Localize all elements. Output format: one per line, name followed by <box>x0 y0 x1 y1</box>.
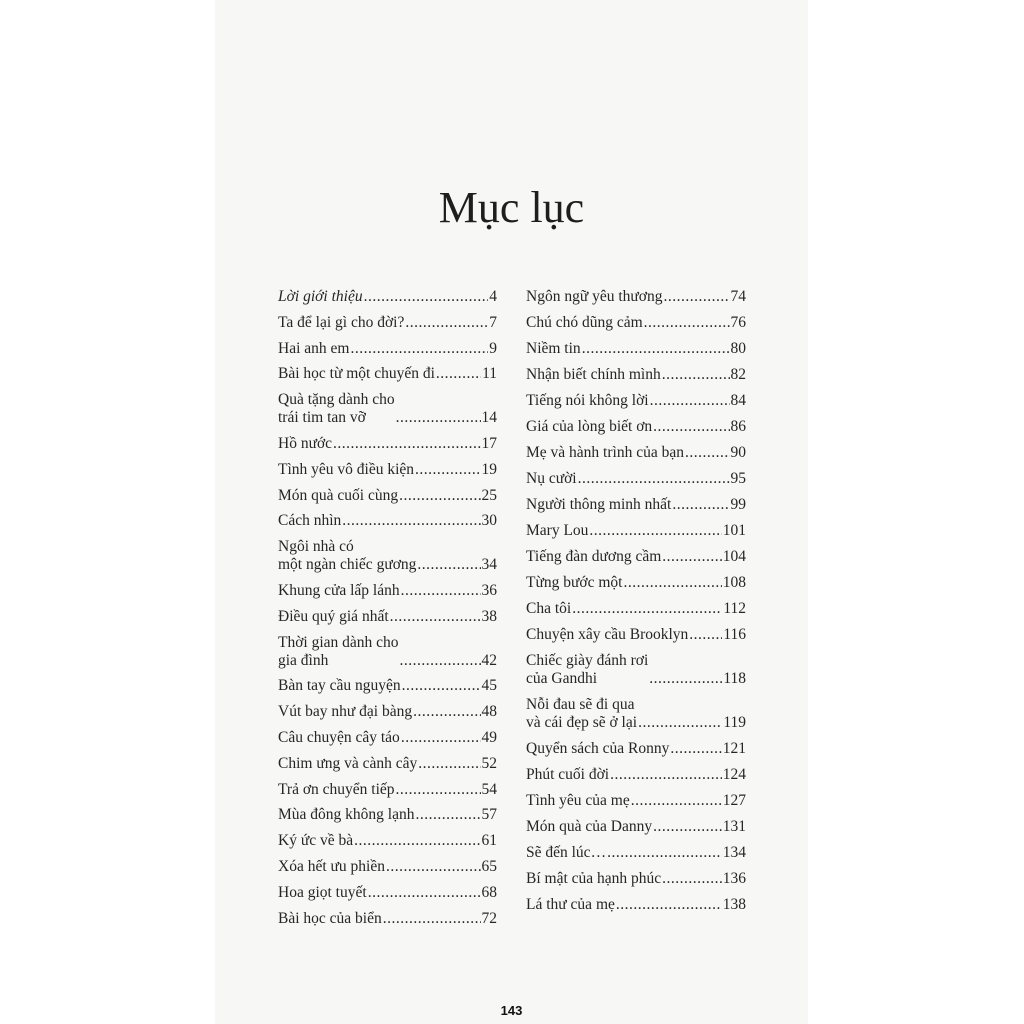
toc-entry-title: Bài học từ một chuyến đi <box>278 365 435 383</box>
toc-entry-title: Tiếng đàn dương cầm <box>526 548 662 565</box>
toc-entry-page: 80 <box>730 340 746 357</box>
toc-entry-page: 72 <box>481 909 497 927</box>
toc-entry-title: Giá của lòng biết ơn <box>526 418 653 435</box>
toc-entry-title: Sẽ đến lúc… <box>526 844 607 861</box>
toc-entry <box>526 870 746 888</box>
toc-entry-page: 99 <box>730 496 746 513</box>
toc-entry-title: Chú chó dũng cảm <box>526 314 643 331</box>
dot-leader <box>631 792 722 810</box>
toc-entry-title: Lời giới thiệu <box>278 288 363 305</box>
toc-entry-page: 54 <box>481 780 497 798</box>
toc-entry-title: Quyển sách của Ronny <box>526 740 670 757</box>
toc-entry <box>278 487 497 505</box>
dot-leader <box>400 652 481 670</box>
toc-entry-title: Câu chuyện cây táo <box>278 728 400 746</box>
dot-leader <box>644 314 730 332</box>
toc-entry <box>278 884 497 902</box>
toc-entry-title: Hai anh em <box>278 339 350 357</box>
toc-entry-title: Thời gian dành cho gia đình <box>278 633 399 669</box>
dot-leader <box>662 366 730 384</box>
toc-entry-page: 127 <box>722 792 746 809</box>
toc-entry-page: 136 <box>722 870 746 887</box>
toc-column-right <box>526 288 746 922</box>
dot-leader <box>589 522 721 540</box>
toc-entry <box>278 582 497 600</box>
toc-entry <box>526 470 746 488</box>
dot-leader <box>417 556 480 574</box>
dot-leader <box>653 818 722 836</box>
toc-entry-title: Vút bay như đại bàng <box>278 703 413 721</box>
toc-entry <box>278 340 497 358</box>
toc-entry <box>526 288 746 306</box>
toc-entry <box>526 522 746 540</box>
dot-leader <box>582 340 730 358</box>
dot-leader <box>662 870 722 888</box>
toc-entry <box>526 600 746 618</box>
toc-entry-page: 9 <box>489 339 497 357</box>
dot-leader <box>649 670 722 688</box>
toc-entry <box>278 314 497 332</box>
dot-leader <box>685 444 730 462</box>
dot-leader <box>572 600 722 618</box>
page-number: 143 <box>500 1003 523 1018</box>
toc-entry-title: Người thông minh nhất <box>526 496 672 513</box>
dot-leader <box>383 910 481 928</box>
dot-leader <box>413 703 480 721</box>
toc-entry-title: Tình yêu vô điều kiện <box>278 460 415 478</box>
toc-entry <box>526 548 746 566</box>
toc-entry <box>526 626 746 644</box>
dot-leader <box>436 365 481 383</box>
toc-entry <box>278 910 497 928</box>
toc-entry <box>278 461 497 479</box>
toc-entry-page: 124 <box>722 766 746 783</box>
toc-entry <box>278 608 497 626</box>
toc-entry-page: 104 <box>722 548 746 565</box>
dot-leader <box>418 755 480 773</box>
toc-entry <box>526 696 746 732</box>
toc-entry-page: 30 <box>481 512 497 530</box>
toc-entry-page: 131 <box>722 818 746 835</box>
dot-leader <box>578 470 730 488</box>
toc-entry <box>278 781 497 799</box>
dot-leader <box>616 896 722 914</box>
toc-entry <box>526 792 746 810</box>
toc-entry-page: 48 <box>481 703 497 721</box>
dot-leader <box>415 806 480 824</box>
dot-leader <box>607 844 722 862</box>
toc-entry <box>278 365 497 383</box>
toc-entry-page: 84 <box>730 392 746 409</box>
toc-entry-title: Mẹ và hành trình của bạn <box>526 444 684 461</box>
toc-entry-page: 49 <box>481 728 497 746</box>
toc-entry <box>526 366 746 384</box>
toc-entry-title: Mary Lou <box>526 522 589 539</box>
dot-leader <box>342 512 480 530</box>
toc-entry-title: Bàn tay cầu nguyện <box>278 677 401 695</box>
toc-entry-title: Quà tặng dành cho trái tim tan vỡ <box>278 391 395 427</box>
toc-entry-title: Trả ơn chuyển tiếp <box>278 780 395 798</box>
dot-leader <box>368 884 481 902</box>
toc-entry-page: 4 <box>489 288 497 305</box>
dot-leader <box>405 314 488 332</box>
dot-leader <box>401 582 481 600</box>
toc-entry-title: Ngôn ngữ yêu thương <box>526 288 663 305</box>
toc-entry <box>526 392 746 410</box>
toc-entry-page: 82 <box>730 366 746 383</box>
toc-entry-title: Bài học của biển <box>278 909 382 927</box>
toc-entry <box>526 766 746 784</box>
dot-leader <box>364 288 489 306</box>
toc-entry <box>278 512 497 530</box>
toc-entry-page: 116 <box>723 626 746 643</box>
toc-entry-page: 57 <box>481 806 497 824</box>
toc-entry-title: Chiếc giày đánh rơi của Gandhi <box>526 652 649 687</box>
toc-entry-page: 121 <box>722 740 746 757</box>
dot-leader <box>662 548 721 566</box>
dot-leader <box>610 766 722 784</box>
toc-entry <box>278 634 497 670</box>
toc-entry-title: Cha tôi <box>526 600 572 617</box>
toc-entry-title: Niềm tin <box>526 340 581 357</box>
toc-entry-title: Chuyện xây cầu Brooklyn <box>526 626 689 643</box>
toc-entry-title: Nỗi đau sẽ đi qua và cái đẹp sẽ ở lại <box>526 696 638 731</box>
toc-entry <box>278 435 497 453</box>
toc-entry-title: Bí mật của hạnh phúc <box>526 870 662 887</box>
toc-entry <box>278 288 497 306</box>
dot-leader <box>396 781 481 799</box>
toc-entry <box>278 806 497 824</box>
toc-entry <box>526 652 746 688</box>
toc-entry-title: Ta để lại gì cho đời? <box>278 313 405 331</box>
dot-leader <box>350 340 488 358</box>
toc-entry <box>278 703 497 721</box>
toc-entry <box>526 314 746 332</box>
dot-leader <box>402 677 481 695</box>
toc-entry <box>278 677 497 695</box>
toc-entry-title: Điều quý giá nhất <box>278 607 389 625</box>
toc-entry-title: Món quà của Danny <box>526 818 653 835</box>
toc-entry <box>526 418 746 436</box>
toc-entry-page: 138 <box>722 896 746 913</box>
toc-entry <box>278 538 497 574</box>
toc-entry-page: 86 <box>730 418 746 435</box>
dot-leader <box>399 487 480 505</box>
toc-entry <box>278 832 497 850</box>
toc-entry-page: 25 <box>481 486 497 504</box>
toc-entry-page: 34 <box>481 556 497 574</box>
dot-leader <box>396 409 481 427</box>
dot-leader <box>653 418 729 436</box>
toc-entry-page: 74 <box>730 288 746 305</box>
dot-leader <box>670 740 721 758</box>
toc-entry-page: 118 <box>723 670 746 687</box>
dot-leader <box>650 392 730 410</box>
toc-entry <box>278 729 497 747</box>
dot-leader <box>333 435 480 453</box>
toc-entry-page: 14 <box>481 409 497 427</box>
toc-entry-page: 134 <box>722 844 746 861</box>
toc-entry-page: 101 <box>722 522 746 539</box>
dot-leader <box>664 288 730 306</box>
dot-leader <box>415 461 480 479</box>
toc-entry <box>278 858 497 876</box>
toc-entry-page: 61 <box>481 832 497 850</box>
dot-leader <box>401 729 481 747</box>
dot-leader <box>623 574 721 592</box>
toc-entry <box>526 574 746 592</box>
toc-entry <box>526 896 746 914</box>
toc-entry-title: Tiếng nói không lời <box>526 392 649 409</box>
dot-leader <box>689 626 722 644</box>
toc-entry <box>526 844 746 862</box>
dot-leader <box>390 608 481 626</box>
toc-column-left <box>278 288 497 935</box>
dot-leader <box>672 496 729 514</box>
toc-entry <box>526 740 746 758</box>
toc-entry-title: Nhận biết chính mình <box>526 366 661 383</box>
toc-entry-title: Hồ nước <box>278 434 333 452</box>
toc-entry-page: 76 <box>730 314 746 331</box>
toc-entry-title: Tình yêu của mẹ <box>526 792 630 809</box>
toc-entry-page: 11 <box>482 365 497 383</box>
toc-entry-title: Ký ức về bà <box>278 832 354 850</box>
toc-entry <box>526 496 746 514</box>
toc-entry-page: 68 <box>481 883 497 901</box>
toc-entry-page: 112 <box>723 600 746 617</box>
toc-entry-page: 19 <box>481 460 497 478</box>
toc-entry-title: Khung cửa lấp lánh <box>278 581 400 599</box>
toc-entry-page: 45 <box>481 677 497 695</box>
toc-entry <box>278 391 497 427</box>
toc-entry-page: 119 <box>723 714 746 731</box>
toc-entry-page: 65 <box>481 857 497 875</box>
toc-entry-title: Hoa giọt tuyết <box>278 883 367 901</box>
toc-entry-page: 17 <box>481 434 497 452</box>
toc-entry-page: 42 <box>481 651 497 669</box>
toc-entry <box>526 340 746 358</box>
toc-entry-page: 38 <box>481 607 497 625</box>
page-title: Mục lục <box>438 183 585 232</box>
toc-entry-title: Món quà cuối cùng <box>278 486 399 504</box>
toc-entry-title: Xóa hết ưu phiền <box>278 857 385 875</box>
toc-entry-title: Nụ cười <box>526 470 577 487</box>
toc-entry-title: Lá thư của mẹ <box>526 896 615 913</box>
toc-entry-page: 36 <box>481 581 497 599</box>
toc-entry-title: Ngôi nhà có một ngàn chiếc gương <box>278 538 417 574</box>
dot-leader <box>354 832 480 850</box>
toc-entry-title: Từng bước một <box>526 574 623 591</box>
toc-entry-title: Chim ưng và cành cây <box>278 754 418 772</box>
toc-entry-page: 90 <box>730 444 746 461</box>
toc-entry-page: 7 <box>489 313 497 331</box>
toc-entry-page: 95 <box>730 470 746 487</box>
toc-entry-title: Cách nhìn <box>278 512 342 530</box>
toc-entry <box>278 755 497 773</box>
dot-leader <box>638 714 722 732</box>
toc-entry <box>526 818 746 836</box>
toc-entry-page: 108 <box>722 574 746 591</box>
dot-leader <box>386 858 481 876</box>
book-page <box>215 0 808 1024</box>
toc-entry <box>526 444 746 462</box>
toc-entry-page: 52 <box>481 754 497 772</box>
toc-entry-title: Phút cuối đời <box>526 766 610 783</box>
toc-entry-title: Mùa đông không lạnh <box>278 806 415 824</box>
